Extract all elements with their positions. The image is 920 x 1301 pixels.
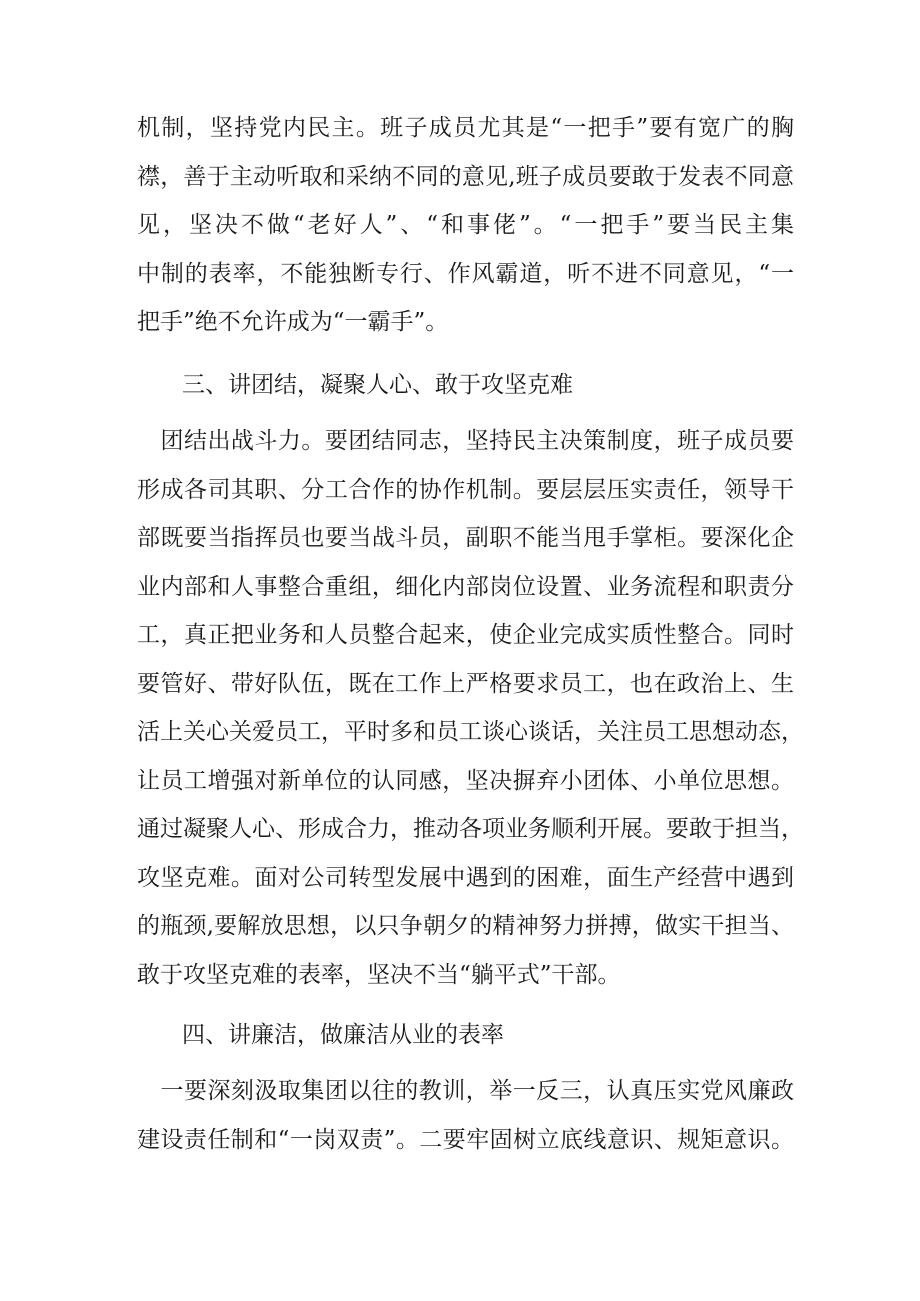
text-line: 机制，坚持党内民主。班子成员尤其是“一把手”要有宽广的胸 xyxy=(137,115,794,141)
text-line: 业内部和人事整合重组，细化内部岗位设置、业务流程和职责分 xyxy=(137,573,794,600)
paragraph-integrity xyxy=(137,1067,794,1164)
text-line: 建设责任制和“一岗双责”。二要牢固树立底线意识、规矩意识。 xyxy=(137,1126,794,1153)
section-heading-unity: 三、讲团结，凝聚人心、敢于攻坚克难 xyxy=(182,372,573,398)
text-line: 要管好、带好队伍，既在工作上严格要求员工，也在政治上、生 xyxy=(137,670,794,697)
text-line: 一要深刻汲取集团以往的教训，举一反三，认真压实党风廉政 xyxy=(137,1078,794,1104)
text-line: 活上关心关爱员工，平时多和员工谈心谈话，关注员工思想动态， xyxy=(137,719,804,745)
text-line: 攻坚克难。面对公司转型发展中遇到的困难，面生产经营中遇到 xyxy=(137,864,794,891)
text-line: 工，真正把业务和人员整合起来，使企业完成实质性整合。同时 xyxy=(137,622,794,648)
text-line: 见，坚决不做“老好人”、“和事佬”。“一把手”要当民主集 xyxy=(137,212,794,238)
text-line: 团结出战斗力。要团结同志，坚持民主决策制度，班子成员要 xyxy=(137,428,794,454)
text-line: 襟，善于主动听取和采纳不同的意见,班子成员要敢于发表不同意 xyxy=(137,163,794,190)
text-line: 把手”绝不允许成为“一霸手”。 xyxy=(137,309,449,335)
paragraph-democratic-centralism xyxy=(137,104,794,347)
text-line: 的瓶颈,要解放思想，以只争朝夕的精神努力拼搏，做实干担当、 xyxy=(137,913,794,939)
paragraph-unity xyxy=(137,417,804,999)
text-line: 中制的表率，不能独断专行、作风霸道，听不进不同意见，“一 xyxy=(137,260,794,287)
text-line: 敢于攻坚克难的表率，坚决不当“躺平式”干部。 xyxy=(137,961,621,988)
text-line: 通过凝聚人心、形成合力，推动各项业务顺利开展。要敢于担当， xyxy=(137,816,804,842)
text-line: 形成各司其职、分工合作的协作机制。要层层压实责任，领导干 xyxy=(137,476,794,503)
text-line: 部既要当指挥员也要当战斗员，副职不能当甩手掌柜。要深化企 xyxy=(137,525,794,551)
text-line: 让员工增强对新单位的认同感，坚决摒弃小团体、小单位思想。 xyxy=(137,767,794,794)
section-heading-integrity: 四、讲廉洁，做廉洁从业的表率 xyxy=(182,1022,504,1048)
